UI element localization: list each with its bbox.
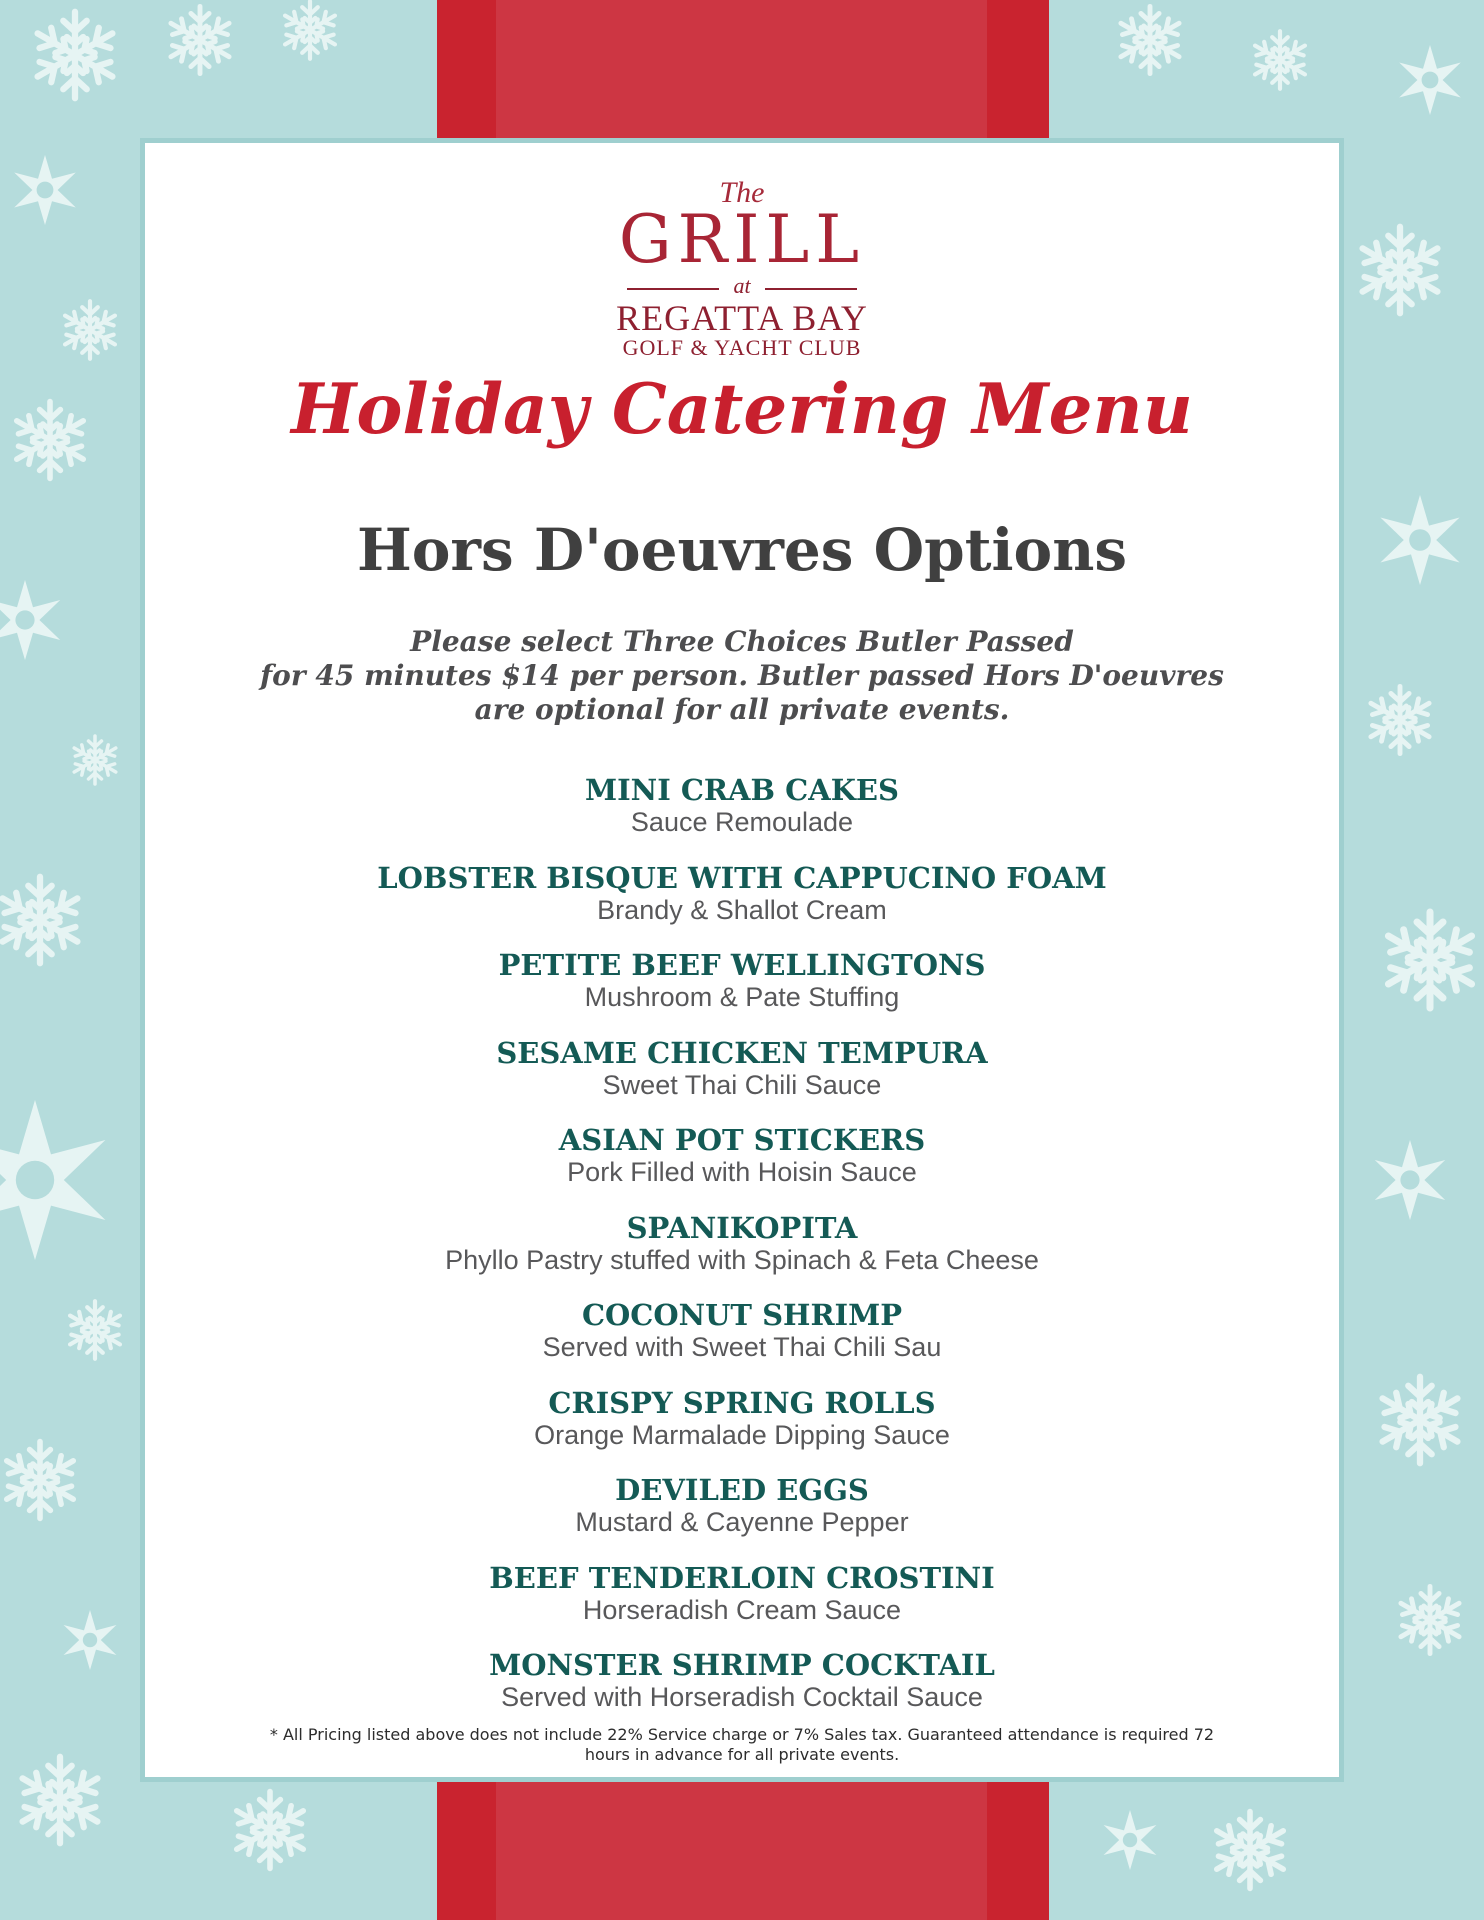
intro-line: are optional for all private events. [474,693,1010,726]
snowflake-icon [32,12,119,98]
snowflake-icon [61,301,119,359]
menu-item [145,773,1339,861]
footnote-line: hours in advance for all private events. [584,1745,900,1764]
menu-item-description: Served with Sweet Thai Chili Sau [542,1332,942,1362]
menu-item-name: ASIAN POT STICKERS [558,1123,926,1157]
menu-item-description: Orange Marmalade Dipping Sauce [534,1419,950,1450]
menu-item-description: Phyllo Pastry stuffed with Spinach & Feta Cheese [445,1244,1039,1275]
pricing-footnote [245,1725,1239,1765]
menu-item-name: SESAME CHICKEN TEMPURA [496,1035,988,1070]
snowflake-icon [64,1610,117,1670]
logo-divider-right [765,288,857,290]
menu-title: Holiday Catering Menu [291,369,1193,450]
snowflake-icon [14,155,76,225]
menu-item-description: Sauce Remoulade [630,807,854,837]
intro-line: Please select Three Choices Butler Passed [410,625,1074,658]
menu-item [145,1211,1339,1299]
logo-golf-yacht-club: GOLF & YACHT CLUB [622,335,862,360]
snowflake-icon [0,580,60,660]
menu-item [145,1648,1339,1736]
menu-item [145,1473,1339,1561]
snowflake-icon [1399,45,1461,115]
menu-item [145,1123,1339,1211]
menu-item [145,948,1339,1036]
footnote-line: * All Pricing listed above does not include 22% Service charge or 7% Sales tax. Guaranteed attendance is required 72 [269,1725,1215,1744]
snowflake-icon [66,1301,124,1359]
snowflake-icon [71,736,119,784]
menu-item-description: Mustard & Cayenne Pepper [575,1507,909,1537]
snowflake-icon [2,1442,79,1519]
snowflake-icon [1366,686,1433,753]
snowflake-icon [1104,1810,1157,1870]
snowflake-icon [281,1,339,59]
logo-regatta-bay: REGATTA BAY [616,298,868,338]
snowflake-icon [0,877,83,963]
logo-at: at [733,273,751,298]
snowflake-icon [1212,1812,1289,1889]
menu-item-description: Sweet Thai Chili Sauce [602,1069,882,1100]
menu-item [145,1298,1339,1386]
menu-item-description: Served with Horseradish Cocktail Sauce [501,1682,983,1712]
menu-item-description: Pork Filled with Hoisin Sauce [567,1157,917,1187]
snowflake-icon [1357,227,1444,313]
menu-item-name: MINI CRAB CAKES [585,773,899,807]
snowflake-icon [1382,912,1478,1008]
menu-item-name: SPANIKOPITA [626,1210,858,1245]
snowflake-icon [17,1757,104,1843]
snowflake-icon [166,6,233,73]
snowflake-icon [1380,495,1459,585]
menu-item-name: CRISPY SPRING ROLLS [548,1385,936,1420]
menu-item [145,1561,1339,1649]
logo-the: The [719,176,765,209]
menu-item-name: MONSTER SHRIMP COCKTAIL [489,1648,995,1682]
logo-divider-left [627,288,719,290]
menu-item-description: Mushroom & Pate Stuffing [584,982,900,1012]
snowflake-icon [1251,31,1309,89]
menu-item-description: Horseradish Cream Sauce [582,1594,902,1625]
menu-item [145,1036,1339,1124]
grill-logo [145,178,1339,360]
snowflake-icon [1375,1140,1445,1220]
menu-item-name: PETITE BEEF WELLINGTONS [498,948,986,982]
menu-item [145,861,1339,949]
menu-item-name: COCONUT SHRIMP [581,1298,903,1332]
snowflake-icon [1116,6,1183,73]
menu-card [140,138,1344,1782]
snowflake-icon [232,1792,309,1869]
intro-text [245,625,1239,727]
menu-item [145,1386,1339,1474]
menu-item-description: Brandy & Shallot Cream [597,894,887,925]
snowflake-icon [1396,1586,1463,1653]
snowflake-icon [12,402,89,479]
snowflake-icon [1377,1377,1464,1463]
menu-items-list [145,773,1339,1736]
menu-item-name: LOBSTER BISQUE WITH CAPPUCINO FOAM [377,860,1107,895]
logo-at-row [617,274,867,300]
snowflake-icon [0,1100,105,1260]
intro-line: for 45 minutes $14 per person. Butler passed Hors D'oeuvres [260,659,1224,692]
logo-grill: GRILL [618,201,866,278]
section-title: Hors D'oeuvres Options [356,516,1128,584]
menu-item-name: DEVILED EGGS [615,1473,869,1507]
menu-item-name: BEEF TENDERLOIN CROSTINI [489,1560,995,1595]
